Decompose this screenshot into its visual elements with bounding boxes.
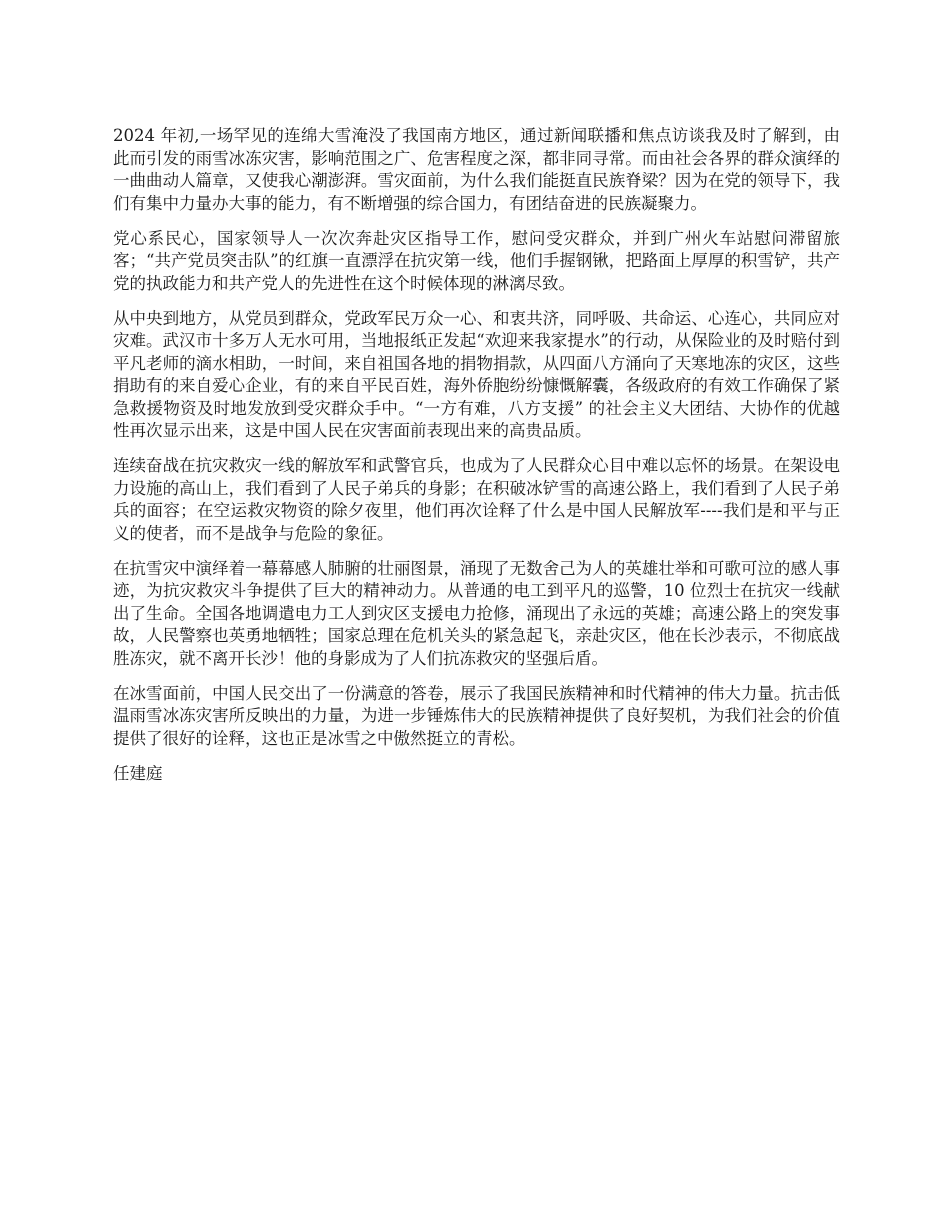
document-body (113, 125, 840, 785)
paragraph-4: 连续奋战在抗灾救灾一线的解放军和武警官兵，也成为了人民群众心目中难以忘怀的场景。在架设电力设施的高山上，我们看到了人民子弟兵的身影；在积破冰铲雪的高速公路上，我们看到了人民子弟兵的面容；在空运救灾物资的除夕夜里，他们再次诠释了什么是中国人民解放军----我们是和平与正义的使者，而不是战争与危险的象征。 (113, 456, 840, 543)
paragraph-5: 在抗雪灾中演绎着一幕幕感人肺腑的壮丽图景，涌现了无数舍己为人的英雄壮举和可歌可泣的感人事迹，为抗灾救灾斗争提供了巨大的精神动力。从普通的电工到平凡的巡警，10 位烈士在抗灾一线献出了生命。全国各地调遣电力工人到灾区支援电力抢修，涌现出了永远的英雄；高速公路上的突发事故，人民警察也英勇地牺牲；国家总理在危机关头的紧急起飞，亲赴灾区，他在长沙表示，不彻底战胜冻灾，就不离开长沙！他的身影成为了人们抗冻救灾的坚强后盾。 (113, 558, 840, 668)
paragraph-6: 在冰雪面前，中国人民交出了一份满意的答卷，展示了我国民族精神和时代精神的伟大力量。抗击低温雨雪冰冻灾害所反映出的力量，为进一步锤炼伟大的民族精神提供了良好契机，为我们社会的价值提供了很好的诠释，这也正是冰雪之中傲然挺立的青松。 (113, 683, 840, 748)
paragraph-3: 从中央到地方，从党员到群众，党政军民万众一心、和衷共济，同呼吸、共命运、心连心，共同应对灾难。武汉市十多万人无水可用，当地报纸正发起“欢迎来我家提水”的行动，从保险业的及时赔付到平凡老师的滴水相助，一时间，来自祖国各地的捐物捐款，从四面八方涌向了天寒地冻的灾区，这些捐助有的来自爱心企业，有的来自平民百姓，海外侨胞纷纷慷慨解囊，各级政府的有效工作确保了紧急救援物资及时地发放到受灾群众手中。“一方有难，八方支援” 的社会主义大团结、大协作的优越性再次显示出来，这是中国人民在灾害面前表现出来的高贵品质。 (113, 308, 840, 440)
paragraph-2: 党心系民心，国家领导人一次次奔赴灾区指导工作，慰问受灾群众，并到广州火车站慰问滞留旅客；“共产党员突击队”的红旗一直漂浮在抗灾第一线，他们手握钢锹，把路面上厚厚的积雪铲，共产党的执政能力和共产党人的先进性在这个时候体现的淋漓尽致。 (113, 228, 840, 293)
paragraph-1: 2024 年初,一场罕见的连绵大雪淹没了我国南方地区，通过新闻联播和焦点访谈我及时了解到，由此而引发的雨雪冰冻灾害，影响范围之广、危害程度之深，都非同寻常。而由社会各界的群众演绎的一曲曲动人篇章，又使我心潮澎湃。雪灾面前，为什么我们能挺直民族脊梁？因为在党的领导下，我们有集中力量办大事的能力，有不断增强的综合国力，有团结奋进的民族凝聚力。 (113, 126, 840, 213)
author-signature: 任建庭 (113, 763, 163, 783)
